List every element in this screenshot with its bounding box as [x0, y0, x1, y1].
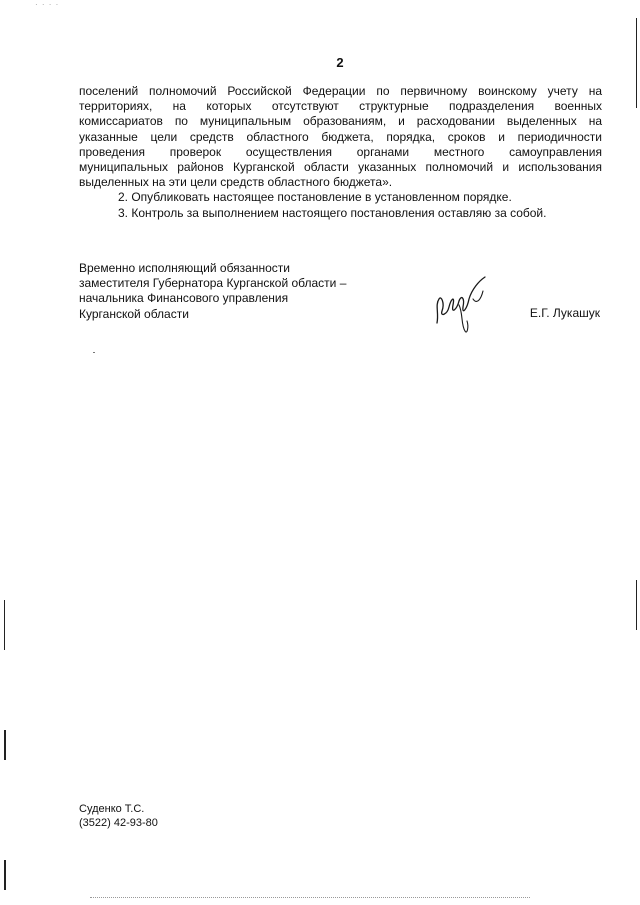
item-2: 2. Опубликовать настоящее постановление в установленном порядке. — [118, 190, 512, 205]
document-body — [79, 84, 602, 221]
signer-name: Е.Г. Лукашук — [529, 306, 600, 320]
item-3: 3. Контроль за выполнением настоящего постановления оставляю за собой. — [118, 205, 547, 220]
body-line: указанные цели средств областного бюджета, порядка, сроков и периодичности — [79, 129, 602, 144]
signer-title-line: начальника Финансового управления — [79, 291, 289, 306]
scan-header-mark: · · · · — [35, 0, 60, 9]
scan-edge-mark — [4, 860, 6, 890]
scan-edge-mark — [636, 18, 637, 108]
scan-edge-mark — [4, 730, 6, 760]
scan-edge-mark — [636, 580, 637, 630]
signature-block — [79, 261, 602, 322]
scan-bottom-noise — [90, 897, 530, 899]
signer-title — [79, 261, 602, 322]
body-line: территориях, на которых отсутствуют структурные подразделения военных — [79, 99, 602, 114]
scan-edge-mark — [4, 600, 5, 650]
executor-phone: (3522) 42-93-80 — [79, 817, 158, 829]
scan-dot — [93, 352, 95, 353]
body-line: муниципальных районов Курганской области указанных полномочий и использования — [79, 160, 602, 175]
page-number: 2 — [336, 55, 344, 70]
body-line: комиссариатов по муниципальным образованиям, и расходовании выделенных на — [79, 114, 602, 129]
executor-name: Суденко Т.С. — [79, 803, 145, 815]
executor-info — [79, 802, 158, 830]
body-line: проведения проверок осуществления органами местного самоуправления — [79, 144, 602, 159]
signer-title-line: Временно исполняющий обязанности — [79, 261, 290, 275]
body-line: выделенных на эти цели средств областного бюджета». — [79, 175, 393, 190]
signer-title-line: заместителя Губернатора Курганской области – — [79, 276, 347, 291]
signer-title-line: Курганской области — [79, 306, 189, 321]
paragraph-continuation — [79, 84, 602, 190]
handwritten-signature — [429, 275, 509, 335]
body-line: поселений полномочий Российской Федерации по первичному воинскому учету на — [79, 84, 602, 98]
